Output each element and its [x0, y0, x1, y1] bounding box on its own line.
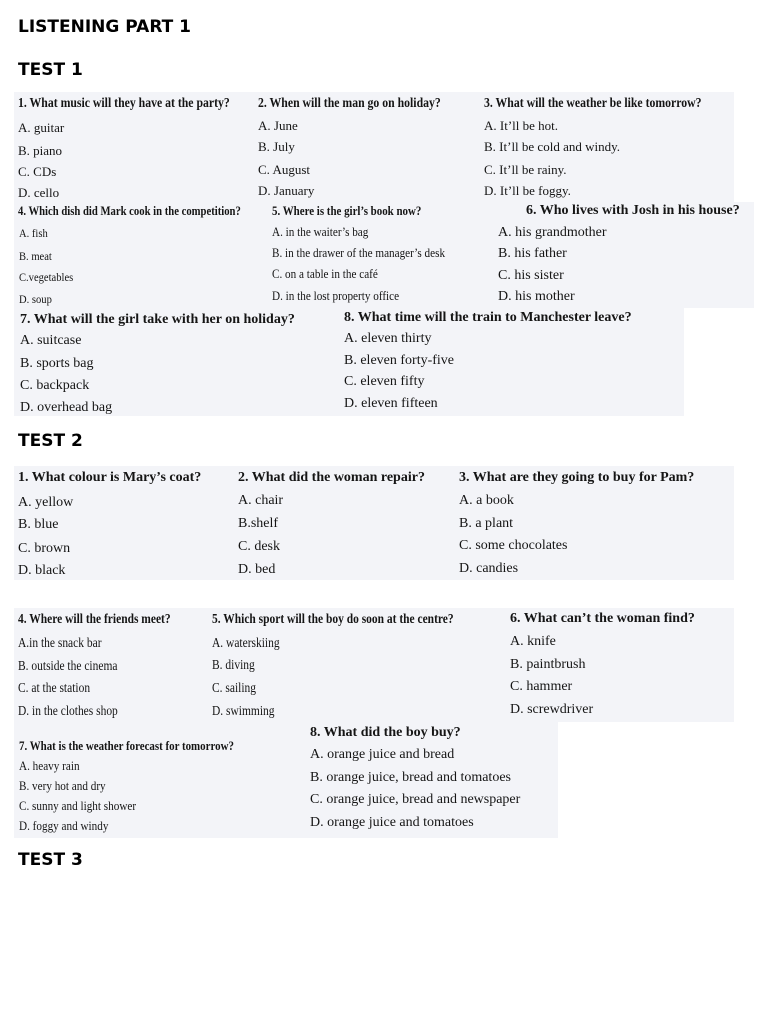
t2-q1-option-b: B. blue	[18, 517, 59, 532]
question-3-text: 3. What will the weather be like tomorrow?	[484, 96, 702, 111]
question-8-text: 8. What time will the train to Manchester leave?	[344, 310, 632, 325]
t2-q7-option-a: A. heavy rain	[19, 758, 80, 773]
q4-option-c: C.vegetables	[19, 270, 74, 284]
test-1-questions-1-3	[14, 92, 734, 204]
t2-question-3-text: 3. What are they going to buy for Pam?	[459, 470, 695, 485]
q8-option-c: C. eleven fifty	[344, 374, 425, 389]
t2-question-7-text: 7. What is the weather forecast for tomorrow?	[19, 738, 234, 753]
t2-q3-option-a: A. a book	[459, 493, 514, 508]
t2-q2-option-c: C. desk	[238, 539, 280, 554]
q5-option-c: C. on a table in the café	[272, 266, 378, 281]
q8-option-b: B. eleven forty-five	[344, 353, 455, 368]
t2-q1-option-c: C. brown	[18, 541, 71, 556]
q2-option-d: D. January	[258, 183, 315, 198]
q2-option-a: A. June	[258, 118, 298, 133]
t2-question-2-text: 2. What did the woman repair?	[238, 470, 425, 485]
test-1-heading: TEST 1	[18, 60, 83, 80]
t2-q6-option-a: A. knife	[510, 634, 556, 649]
t2-q3-option-d: D. candies	[459, 561, 519, 576]
q6-option-b: B. his father	[498, 246, 567, 261]
q4-option-a: A. fish	[19, 226, 48, 240]
t2-q5-option-d: D. swimming	[212, 704, 275, 719]
test-1-questions-4-6	[14, 202, 754, 308]
t2-q5-option-a: A. waterskiing	[212, 636, 280, 651]
t2-q6-option-d: D. screwdriver	[510, 702, 594, 717]
question-6-text: 6. Who lives with Josh in his house?	[526, 203, 740, 218]
q3-option-a: A. It’ll be hot.	[484, 118, 559, 133]
q7-option-c: C. backpack	[20, 378, 90, 393]
t2-q3-option-b: B. a plant	[459, 516, 514, 531]
t2-q6-option-b: B. paintbrush	[510, 657, 586, 672]
t2-q5-option-c: C. sailing	[212, 681, 257, 696]
t2-q8-option-a: A. orange juice and bread	[310, 747, 455, 762]
test-1-questions-7-8	[14, 308, 684, 416]
test-2-questions-7-8	[14, 722, 558, 838]
q8-option-a: A. eleven thirty	[344, 331, 432, 346]
question-1-text: 1. What music will they have at the party?	[18, 96, 230, 111]
q5-option-a: A. in the waiter’s bag	[272, 224, 369, 239]
t2-question-5-text: 5. Which sport will the boy do soon at the centre?	[212, 612, 454, 627]
t2-question-4-text: 4. Where will the friends meet?	[18, 612, 171, 627]
q6-option-a: A. his grandmother	[498, 225, 607, 240]
q3-option-d: D. It’ll be foggy.	[484, 183, 571, 198]
t2-q6-option-c: C. hammer	[510, 679, 573, 694]
q1-option-b: B. piano	[18, 143, 63, 158]
q4-option-d: D. soup	[19, 292, 52, 306]
q7-option-d: D. overhead bag	[20, 400, 113, 415]
q5-option-d: D. in the lost property office	[272, 288, 400, 303]
t2-q7-option-c: C. sunny and light shower	[19, 798, 137, 813]
q4-option-b: B. meat	[19, 249, 52, 263]
t2-q4-option-a: A.in the snack bar	[18, 636, 102, 651]
q7-option-b: B. sports bag	[20, 356, 94, 371]
t2-q5-option-b: B. diving	[212, 658, 255, 673]
q7-option-a: A. suitcase	[20, 333, 82, 348]
t2-q7-option-d: D. foggy and windy	[19, 818, 109, 833]
t2-q8-option-d: D. orange juice and tomatoes	[310, 815, 474, 830]
question-7-text: 7. What will the girl take with her on holiday?	[20, 312, 295, 327]
t2-q4-option-c: C. at the station	[18, 681, 91, 696]
t2-question-8-text: 8. What did the boy buy?	[310, 725, 461, 740]
q2-option-c: C. August	[258, 162, 311, 177]
q1-option-d: D. cello	[18, 185, 60, 200]
q6-option-d: D. his mother	[498, 289, 575, 304]
t2-q2-option-a: A. chair	[238, 493, 284, 508]
question-4-text: 4. Which dish did Mark cook in the competition?	[18, 203, 241, 218]
t2-q4-option-b: B. outside the cinema	[18, 659, 118, 674]
t2-q8-option-c: C. orange juice, bread and newspaper	[310, 792, 521, 807]
q1-option-c: C. CDs	[18, 164, 57, 179]
t2-q2-option-b: B.shelf	[238, 516, 279, 531]
t2-question-6-text: 6. What can’t the woman find?	[510, 611, 695, 626]
question-5-text: 5. Where is the girl’s book now?	[272, 203, 422, 218]
question-2-text: 2. When will the man go on holiday?	[258, 96, 441, 111]
t2-q3-option-c: C. some chocolates	[459, 538, 568, 553]
test-2-questions-4-6	[14, 608, 734, 722]
q3-option-b: B. It’ll be cold and windy.	[484, 139, 620, 154]
t2-question-1-text: 1. What colour is Mary’s coat?	[18, 470, 202, 485]
test-2-questions-1-3	[14, 466, 734, 580]
q8-option-d: D. eleven fifteen	[344, 396, 438, 411]
test-2-heading: TEST 2	[18, 431, 83, 451]
t2-q2-option-d: D. bed	[238, 562, 276, 577]
q6-option-c: C. his sister	[498, 268, 564, 283]
page-title: LISTENING PART 1	[18, 17, 191, 37]
t2-q1-option-d: D. black	[18, 563, 66, 578]
t2-q1-option-a: A. yellow	[18, 495, 74, 510]
q3-option-c: C. It’ll be rainy.	[484, 162, 567, 177]
q2-option-b: B. July	[258, 139, 295, 154]
t2-q8-option-b: B. orange juice, bread and tomatoes	[310, 770, 511, 785]
t2-q4-option-d: D. in the clothes shop	[18, 704, 118, 719]
t2-q7-option-b: B. very hot and dry	[19, 778, 106, 793]
test-3-heading: TEST 3	[18, 850, 83, 870]
q1-option-a: A. guitar	[18, 120, 65, 135]
q5-option-b: B. in the drawer of the manager’s desk	[272, 245, 446, 260]
